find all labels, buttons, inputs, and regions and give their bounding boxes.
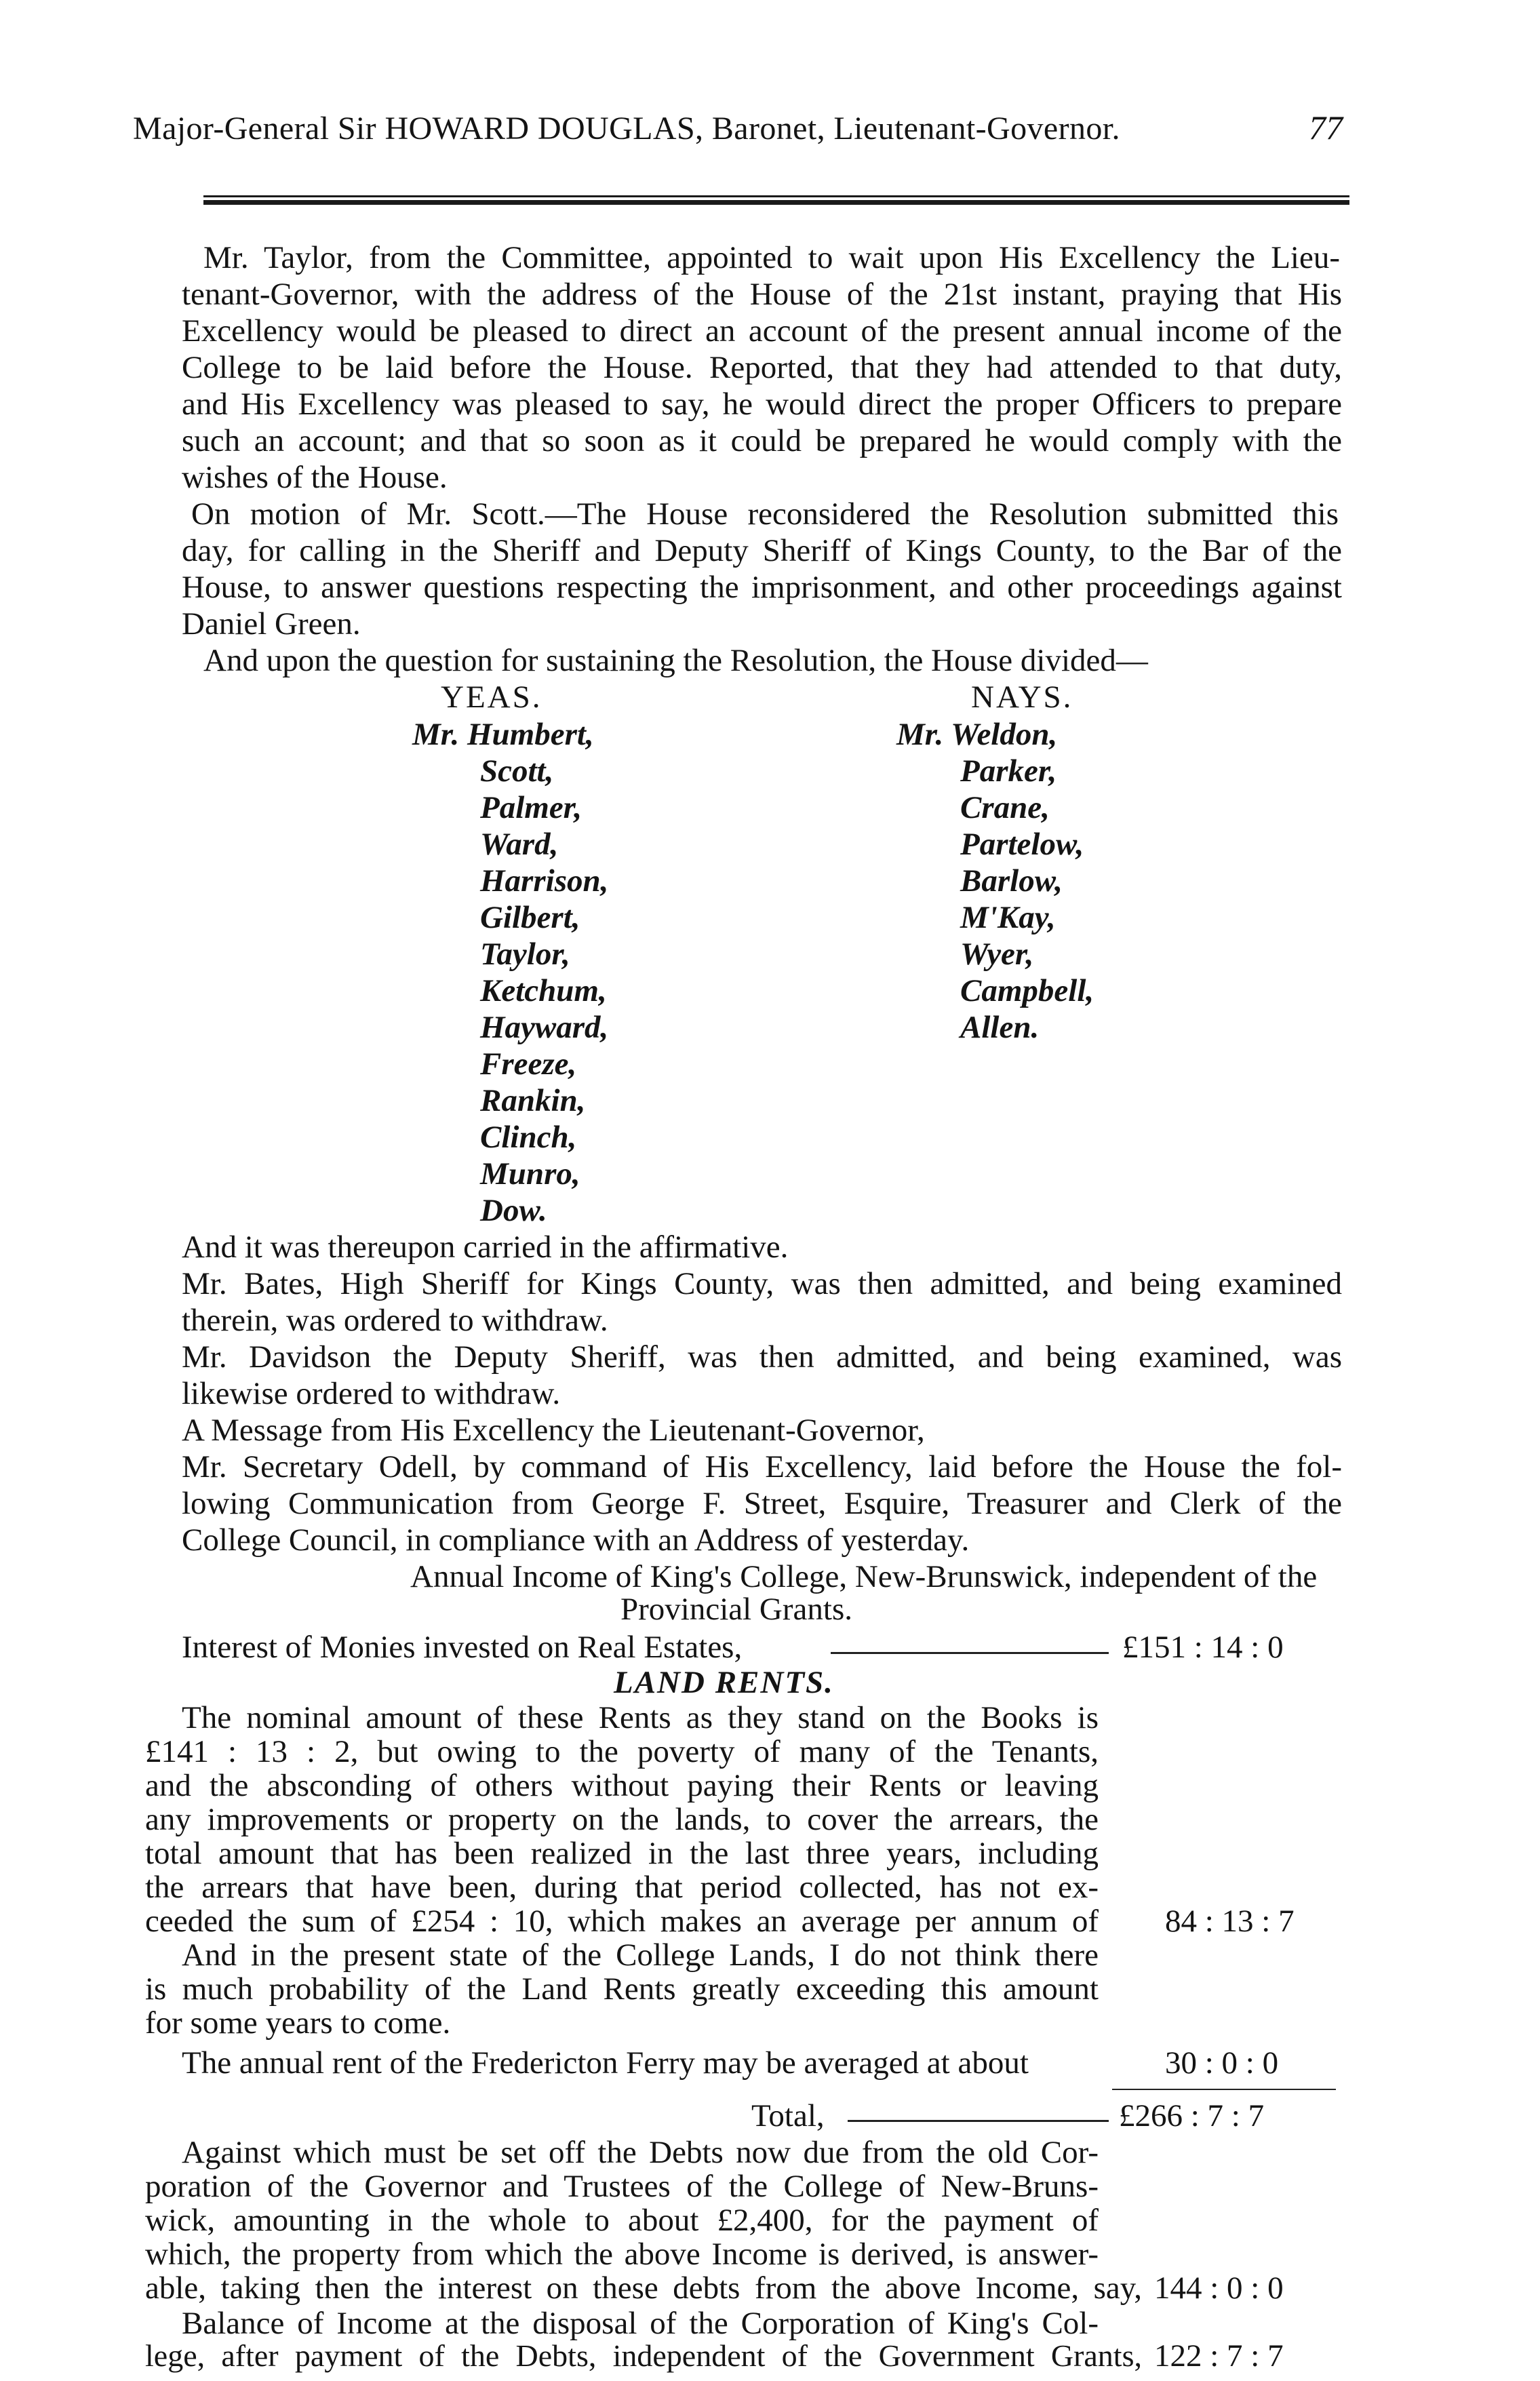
text-line: House, to answer questions respecting the imprisonment, and other proceedings against xyxy=(182,570,1342,605)
yea-member: Gilbert, xyxy=(480,900,580,935)
text-line: Mr. Secretary Odell, by command of His Excellency, laid before the House the fol- xyxy=(182,1449,1342,1484)
yea-member: Mr. Humbert, xyxy=(412,717,594,752)
text-line: wick, amounting in the whole to about £2,400, for the payment of xyxy=(145,2203,1099,2238)
yea-member: Rankin, xyxy=(480,1083,586,1118)
yea-member: Hayward, xyxy=(480,1010,609,1045)
account-title: Annual Income of King's College, New-Brunswick, independent of the xyxy=(410,1559,1318,1594)
text-line: Mr. Taylor, from the Committee, appointed to wait upon His Excellency the Lieu- xyxy=(203,240,1340,275)
nay-member: Mr. Weldon, xyxy=(896,717,1058,752)
text-line: Against which must be set off the Debts now due from the old Cor- xyxy=(182,2135,1099,2170)
text-line: day, for calling in the Sheriff and Deputy Sheriff of Kings County, to the Bar of the xyxy=(182,533,1342,568)
yea-member: Dow. xyxy=(480,1193,547,1228)
text-line: is much probability of the Land Rents greatly exceeding this amount xyxy=(145,1971,1099,2007)
text-line: and the absconding of others without paying their Rents or leaving xyxy=(145,1768,1099,1803)
land-rents-amount: 84 : 13 : 7 xyxy=(1165,1904,1295,1939)
text-line: the arrears that have been, during that period collected, has not ex- xyxy=(145,1870,1099,1905)
total-label: Total, xyxy=(751,2098,825,2133)
text-line: College Council, in compliance with an Address of yesterday. xyxy=(182,1522,970,1558)
yea-member: Freeze, xyxy=(480,1046,577,1082)
ferry-amount: 30 : 0 : 0 xyxy=(1165,2045,1279,2081)
nay-member: Partelow, xyxy=(960,827,1084,862)
header-rule-thin xyxy=(203,195,1349,197)
nay-member: M'Kay, xyxy=(960,900,1056,935)
text-line: College to be laid before the House. Reported, that they had attended to that duty, xyxy=(182,350,1342,385)
text-line: lege, after payment of the Debts, independent of the Government Grants, xyxy=(145,2338,1142,2373)
account-title-continued: Provincial Grants. xyxy=(620,1592,852,1627)
text-line: And in the present state of the College Lands, I do not think there xyxy=(182,1937,1099,1973)
text-line: Balance of Income at the disposal of the Corporation of King's Col- xyxy=(182,2306,1099,2341)
interest-label: Interest of Monies invested on Real Estates, xyxy=(182,1630,743,1665)
debts-amount: 144 : 0 : 0 xyxy=(1154,2270,1284,2306)
yea-member: Ward, xyxy=(480,827,559,862)
text-line: On motion of Mr. Scott.—The House reconsidered the Resolution submitted this xyxy=(191,496,1339,532)
text-line: Excellency would be pleased to direct an account of the present annual income of the xyxy=(182,313,1342,349)
text-line: which, the property from which the above Income is derived, is answer- xyxy=(145,2237,1099,2272)
yea-member: Clinch, xyxy=(480,1120,577,1155)
text-line: Daniel Green. xyxy=(182,606,361,642)
text-line: lowing Communication from George F. Street, Esquire, Treasurer and Clerk of the xyxy=(182,1486,1342,1521)
yea-member: Taylor, xyxy=(480,937,570,972)
text-line: for some years to come. xyxy=(145,2005,451,2041)
yea-member: Scott, xyxy=(480,753,554,789)
yea-member: Harrison, xyxy=(480,863,609,899)
text-line: such an account; and that so soon as it could be prepared he would comply with the xyxy=(182,423,1342,458)
text-line: Mr. Bates, High Sheriff for Kings County, was then admitted, and being examined xyxy=(182,1266,1342,1301)
balance-amount: 122 : 7 : 7 xyxy=(1154,2338,1284,2374)
sum-rule xyxy=(1112,2089,1336,2090)
text-line: likewise ordered to withdraw. xyxy=(182,1376,561,1411)
yea-member: Ketchum, xyxy=(480,973,607,1008)
leader-rule xyxy=(848,2120,1109,2122)
running-head: Major-General Sir HOWARD DOUGLAS, Baronet, Lieutenant-Governor. xyxy=(133,111,1120,146)
nay-member: Allen. xyxy=(960,1010,1040,1045)
text-line: ceeded the sum of £254 : 10, which makes an average per annum of xyxy=(145,1904,1099,1939)
text-line: tenant-Governor, with the address of the House of the 21st instant, praying that His xyxy=(182,277,1342,312)
nay-member: Barlow, xyxy=(960,863,1063,899)
yeas-heading: YEAS. xyxy=(441,680,542,715)
text-line: £141 : 13 : 2, but owing to the poverty of many of the Tenants, xyxy=(145,1734,1099,1769)
header-rule-thick xyxy=(203,200,1349,205)
leader-rule xyxy=(831,1652,1109,1654)
text-line: poration of the Governor and Trustees of the College of New-Bruns- xyxy=(145,2169,1099,2204)
catchword xyxy=(1288,2343,1289,2381)
text-line: able, taking then the interest on these debts from the above Income, say, xyxy=(145,2270,1142,2306)
yea-member: Palmer, xyxy=(480,790,583,825)
text-line: therein, was ordered to withdraw. xyxy=(182,1303,608,1338)
ferry-label: The annual rent of the Fredericton Ferry may be averaged at about xyxy=(182,2045,1029,2081)
division-line: And upon the question for sustaining the Resolution, the House divided— xyxy=(203,643,1148,678)
page-number: 77 xyxy=(1309,109,1343,146)
nay-member: Campbell, xyxy=(960,973,1094,1008)
nay-member: Crane, xyxy=(960,790,1050,825)
nay-member: Parker, xyxy=(960,753,1057,789)
text-line: total amount that has been realized in the last three years, including xyxy=(145,1836,1099,1871)
text-line: and His Excellency was pleased to say, he would direct the proper Officers to prepare xyxy=(182,387,1342,422)
text-line: wishes of the House. xyxy=(182,460,448,495)
interest-amount: £151 : 14 : 0 xyxy=(1122,1630,1284,1665)
text-line: The nominal amount of these Rents as they stand on the Books is xyxy=(182,1700,1099,1735)
text-line: And it was thereupon carried in the affirmative. xyxy=(182,1229,789,1265)
text-line: Mr. Davidson the Deputy Sheriff, was then admitted, and being examined, was xyxy=(182,1339,1342,1375)
land-rents-heading: LAND RENTS. xyxy=(614,1665,834,1700)
nays-heading: NAYS. xyxy=(971,680,1073,715)
text-line: A Message from His Excellency the Lieutenant-Governor, xyxy=(182,1413,925,1448)
nay-member: Wyer, xyxy=(960,937,1034,972)
yea-member: Munro, xyxy=(480,1156,580,1192)
total-amount: £266 : 7 : 7 xyxy=(1119,2098,1265,2133)
text-line: any improvements or property on the lands, to cover the arrears, the xyxy=(145,1802,1099,1837)
